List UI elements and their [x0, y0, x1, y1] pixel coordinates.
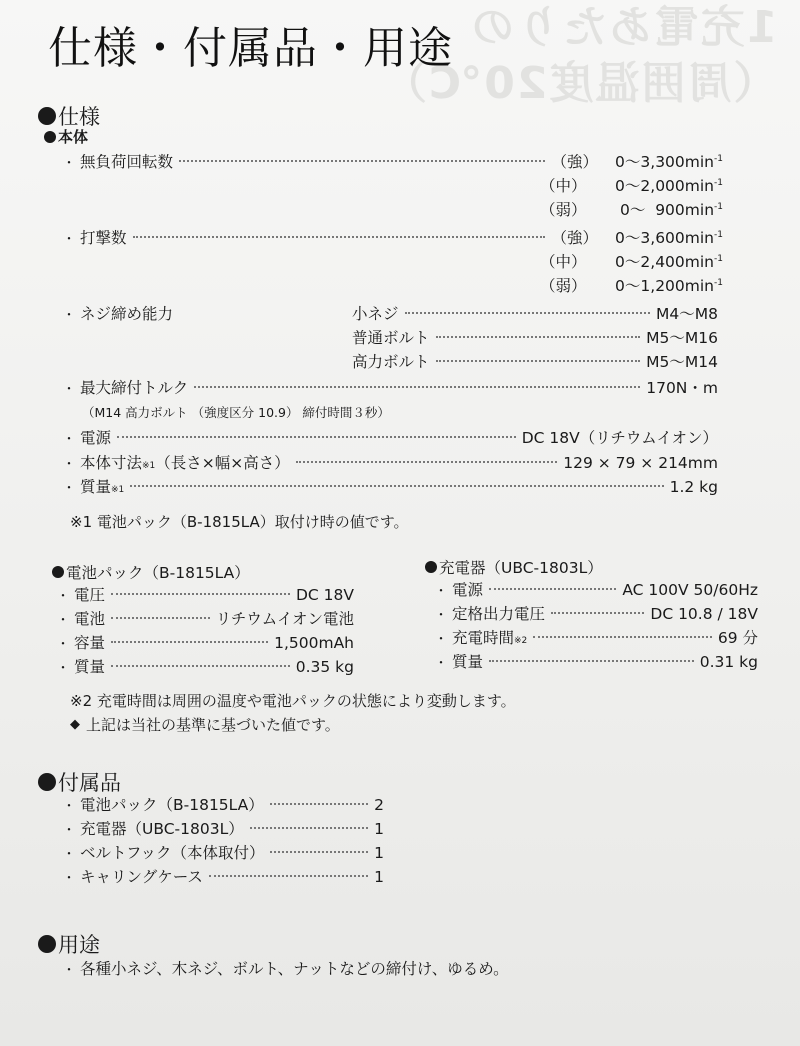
spec-value-row: （弱） 0～ $900\min^{-1}$ [540, 201, 723, 219]
bullet-circle-icon [38, 773, 56, 791]
charger-spec-row: ・ 定格出力電圧 DC 10.8 / 18V [434, 605, 758, 623]
section-heading-spec: 仕様 [38, 101, 100, 131]
accessories-list [58, 793, 384, 889]
spec-row-fastening-capacity: ・ ネジ締め能力 [62, 305, 174, 323]
fastening-capacity-item: 普通ボルト M5～M16 [352, 329, 718, 347]
dot-leader [250, 827, 368, 829]
bullet-circle-icon [38, 107, 56, 125]
bullet-circle-icon [38, 935, 56, 953]
bullet-circle-icon [52, 566, 64, 578]
footnote-2: ※2 充電時間は周囲の温度や電池パックの状態により変動します。 [70, 692, 516, 710]
spec-row-impact-rate: ・ 打撃数 （強） $0\sim 3,600\min^{-1}$ [62, 229, 723, 247]
accessory-item: ・ 電池パック（B-1815LA） 2 [62, 796, 384, 814]
accessory-item: ・ キャリングケース 1 [62, 868, 384, 886]
accessory-item: ・ 充電器（UBC-1803L） 1 [62, 820, 384, 838]
dot-leader [117, 436, 516, 438]
dot-leader [111, 665, 290, 667]
dot-leader [489, 660, 694, 662]
usage-item: ・ 各種小ネジ、木ネジ、ボルト、ナットなどの締付け、ゆるめ。 [62, 960, 509, 978]
spec-value-row: （中） $0\sim 2,000\min^{-1}$ [540, 177, 723, 195]
dot-leader [270, 803, 368, 805]
footnote-1: ※1 電池パック（B-1815LA）取付け時の値です。 [70, 513, 409, 531]
charger-spec-row: ・ 電源 AC 100V 50/60Hz [434, 581, 758, 599]
fastening-capacity-item: 小ネジ M4～M8 [352, 305, 718, 323]
dot-leader [130, 485, 663, 487]
dot-leader [111, 641, 268, 643]
spec-row-dimensions: ・ 本体寸法 $_{※1}$ （長さ×幅×高さ） 129 × 79 × 214mm [62, 454, 718, 472]
charger-spec-row: ・ 充電時間 $_{※2}$ 69 分 [434, 629, 758, 647]
spec-value-row: （弱） $0\sim 1,200\min^{-1}$ [540, 277, 723, 295]
dot-leader [296, 461, 557, 463]
spec-row-no-load-speed: ・ 無負荷回転数 （強） $0\sim 3,300\min^{-1}$ [62, 153, 723, 171]
accessory-item: ・ ベルトフック（本体取付） 1 [62, 844, 384, 862]
charger-spec-row: ・ 質量 0.31 kg [434, 653, 758, 671]
max-torque-note: （M14 高力ボルト （強度区分 10.9） 締付時間３秒） [82, 405, 390, 420]
section-heading-usage: 用途 [38, 929, 100, 959]
dot-leader [179, 160, 545, 162]
dot-leader [436, 360, 641, 362]
dot-leader [551, 612, 644, 614]
battery-spec-row: ・ 容量 1,500mAh [56, 634, 354, 652]
dot-leader [133, 236, 546, 238]
battery-spec-row: ・ 電圧 DC 18V [56, 586, 354, 604]
spec-row-power: ・ 電源 DC 18V（リチウムイオン） [62, 429, 718, 447]
dot-leader [533, 636, 712, 638]
spec-row-weight: ・ 質量 $_{※1}$ 1.2 kg [62, 478, 718, 496]
spec-value-row: （中） $0\sim 2,400\min^{-1}$ [540, 253, 723, 271]
subsection-heading-charger: 充電器（UBC-1803L） [425, 556, 603, 578]
subsection-heading-battery: 電池パック（B-1815LA） [52, 561, 250, 583]
dot-leader [405, 312, 651, 314]
battery-spec-list [52, 583, 354, 679]
dot-leader [111, 617, 210, 619]
fastening-capacity-item: 高力ボルト M5～M14 [352, 353, 718, 371]
section-heading-accessories: 付属品 [38, 767, 121, 797]
dot-leader [111, 593, 290, 595]
page-title: 仕様・付属品・用途 [48, 23, 453, 74]
dot-leader [194, 386, 640, 388]
footnote-3: ◆ 上記は当社の基準に基づいた値です。 [70, 716, 340, 734]
spec-row-max-torque: ・ 最大締付トルク 170N・m [62, 379, 718, 397]
battery-spec-row: ・ 質量 0.35 kg [56, 658, 354, 676]
bleed-through-text: 1充電あたりの （周囲温度20℃） [381, 2, 778, 109]
subsection-heading-body: 本体 [44, 126, 88, 147]
battery-spec-row: ・ 電池 リチウムイオン電池 [56, 610, 354, 628]
diamond-bullet-icon: ◆ [70, 717, 80, 732]
dot-leader [489, 588, 616, 590]
dot-leader [270, 851, 368, 853]
bullet-circle-icon [425, 561, 437, 573]
dot-leader [209, 875, 368, 877]
charger-spec-list [430, 578, 758, 674]
bullet-circle-icon [44, 131, 56, 143]
dot-leader [436, 336, 641, 338]
